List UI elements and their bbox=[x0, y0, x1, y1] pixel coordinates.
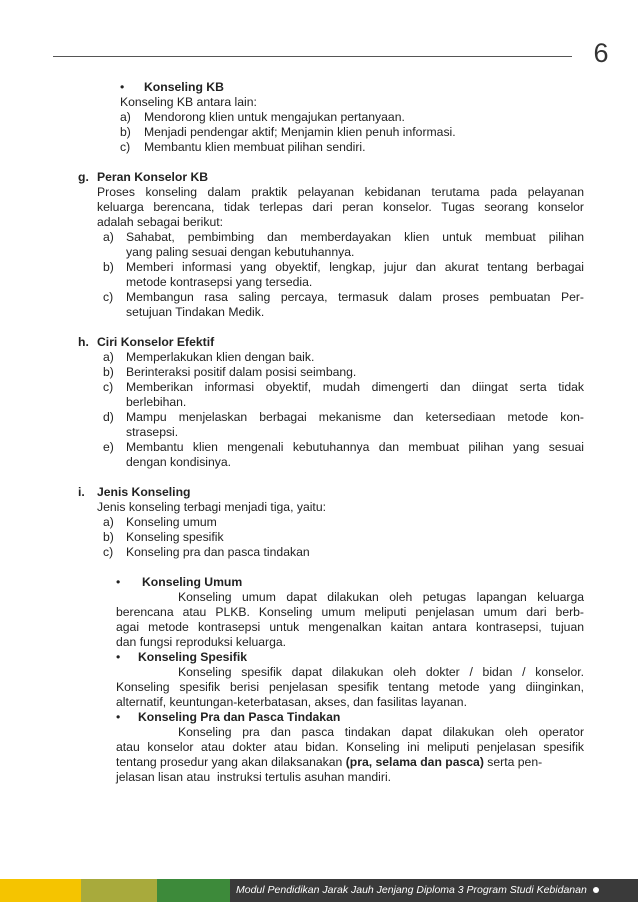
section-g-title: Peran Konselor KB bbox=[97, 170, 209, 184]
footer-text: Modul Pendidikan Jarak Jauh Jenjang Diploma 3 Program Studi Kebidanan bbox=[236, 884, 587, 896]
header-rule bbox=[53, 56, 572, 57]
i-item-text: Konseling pra dan pasca tindakan bbox=[126, 545, 310, 559]
g-item-marker: b) bbox=[103, 260, 114, 274]
pra-pasca-line3-bold: (pra, selama dan pasca) bbox=[345, 755, 484, 769]
kb-title: Konseling KB bbox=[144, 80, 224, 94]
section-i-marker: i. bbox=[78, 485, 85, 499]
i-item-marker: a) bbox=[103, 515, 114, 529]
i-item-marker: c) bbox=[103, 545, 114, 559]
section-g-para-line: adalah sebagai berikut: bbox=[97, 215, 224, 229]
bullet-spesifik: • bbox=[116, 650, 121, 664]
section-g-para-line: Proses konseling dalam praktik pelayanan kebidanan terutama pada pelayanan bbox=[97, 185, 584, 199]
pra-pasca-line3-post: serta pen- bbox=[483, 755, 543, 769]
bullet-pra-pasca: • bbox=[116, 710, 121, 724]
pra-pasca-title: Konseling Pra dan Pasca Tindakan bbox=[138, 710, 341, 724]
pra-pasca-line: jelasan lisan atau instruksi tertulis asuhan mandiri. bbox=[116, 770, 392, 784]
g-item-line: Sahabat, pembimbing dan memberdayakan klien untuk membuat pilihan bbox=[126, 230, 584, 244]
spesifik-line: alternatif, keuntungan-keterbatasan, akses, dan fasilitas layanan. bbox=[116, 695, 467, 709]
h-item-line: Memberikan informasi obyektif, mudah dimengerti dan diingat serta tidak bbox=[126, 380, 584, 394]
section-g-para-line: keluarga berencana, tidak terlepas dari peran konselor. Tugas seorang konselor bbox=[97, 200, 584, 214]
h-item-marker: e) bbox=[103, 440, 114, 454]
section-i-intro: Jenis konseling terbagi menjadi tiga, yaitu: bbox=[97, 500, 326, 514]
spesifik-line: Konseling spesifik berisi penjelasan spesifik tentang metode yang diinginkan, bbox=[116, 680, 584, 694]
kb-item-text: Mendorong klien untuk mengajukan pertanyaan. bbox=[144, 110, 405, 124]
pra-pasca-line bbox=[116, 755, 584, 770]
kb-item-text: Membantu klien membuat pilihan sendiri. bbox=[144, 140, 366, 154]
kb-item-marker: b) bbox=[120, 125, 131, 139]
pra-pasca-line3-pre: tentang prosedur yang akan dilaksanakan bbox=[116, 755, 346, 769]
section-i-title: Jenis Konseling bbox=[97, 485, 191, 499]
h-item-marker: a) bbox=[103, 350, 114, 364]
pra-pasca-line: Konseling pra dan pasca tindakan dapat dilakukan oleh operator bbox=[178, 725, 584, 739]
pra-pasca-line: atau konselor atau dokter atau bidan. Konseling ini meliputi penjelasan spesifik bbox=[116, 740, 584, 754]
footer-seg-olive bbox=[81, 879, 157, 902]
h-item-line: Berinteraksi positif dalam posisi seimbang. bbox=[126, 365, 357, 379]
g-item-line: Membangun rasa saling percaya, termasuk dalam proses pembuatan Per- bbox=[126, 290, 584, 304]
footer-seg-yellow bbox=[0, 879, 81, 902]
g-item-marker: a) bbox=[103, 230, 114, 244]
spesifik-line: Konseling spesifik dapat dilakukan oleh dokter / bidan / konselor. bbox=[178, 665, 584, 679]
section-g-marker: g. bbox=[78, 170, 89, 184]
kb-item-marker: a) bbox=[120, 110, 131, 124]
page-number: 6 bbox=[593, 38, 609, 68]
umum-line: agai metode kontrasepsi untuk mengenalkan kaitan antara kontrasepsi, tujuan bbox=[116, 620, 584, 634]
g-item-line: metode kontrasepsi yang tersedia. bbox=[126, 275, 313, 289]
g-item-marker: c) bbox=[103, 290, 114, 304]
h-item-line: Membantu klien mengenali kebutuhannya dan membuat pilihan yang sesuai bbox=[126, 440, 584, 454]
g-item-line: setujuan Tindakan Medik. bbox=[126, 305, 265, 319]
footer-seg-green bbox=[157, 879, 230, 902]
h-item-marker: b) bbox=[103, 365, 114, 379]
section-h-title: Ciri Konselor Efektif bbox=[97, 335, 215, 349]
g-item-line: yang paling sesuai dengan kebutuhannya. bbox=[126, 245, 355, 259]
h-item-marker: d) bbox=[103, 410, 114, 424]
section-h-marker: h. bbox=[78, 335, 89, 349]
umum-title: Konseling Umum bbox=[142, 575, 243, 589]
umum-line: dan fungsi reproduksi keluarga. bbox=[116, 635, 287, 649]
h-item-line: dengan kondisinya. bbox=[126, 455, 232, 469]
h-item-line: strasepsi. bbox=[126, 425, 179, 439]
kb-item-text: Menjadi pendengar aktif; Menjamin klien penuh informasi. bbox=[144, 125, 456, 139]
h-item-marker: c) bbox=[103, 380, 114, 394]
bullet-kb: • bbox=[120, 80, 125, 94]
i-item-text: Konseling umum bbox=[126, 515, 217, 529]
h-item-line: Memperlakukan klien dengan baik. bbox=[126, 350, 315, 364]
umum-line: Konseling umum dapat dilakukan oleh petugas lapangan keluarga bbox=[178, 590, 584, 604]
kb-intro: Konseling KB antara lain: bbox=[120, 95, 257, 109]
footer-dot-icon bbox=[593, 887, 599, 893]
h-item-line: berlebihan. bbox=[126, 395, 187, 409]
bullet-umum: • bbox=[116, 575, 121, 589]
i-item-marker: b) bbox=[103, 530, 114, 544]
h-item-line: Mampu menjelaskan berbagai mekanisme dan ketersediaan metode kon- bbox=[126, 410, 584, 424]
umum-line: berencana atau PLKB. Konseling umum meliputi penjelasan umum dari berb- bbox=[116, 605, 584, 619]
i-item-text: Konseling spesifik bbox=[126, 530, 224, 544]
spesifik-title: Konseling Spesifik bbox=[138, 650, 248, 664]
kb-item-marker: c) bbox=[120, 140, 131, 154]
g-item-line: Memberi informasi yang obyektif, lengkap, jujur dan akurat tentang berbagai bbox=[126, 260, 584, 274]
